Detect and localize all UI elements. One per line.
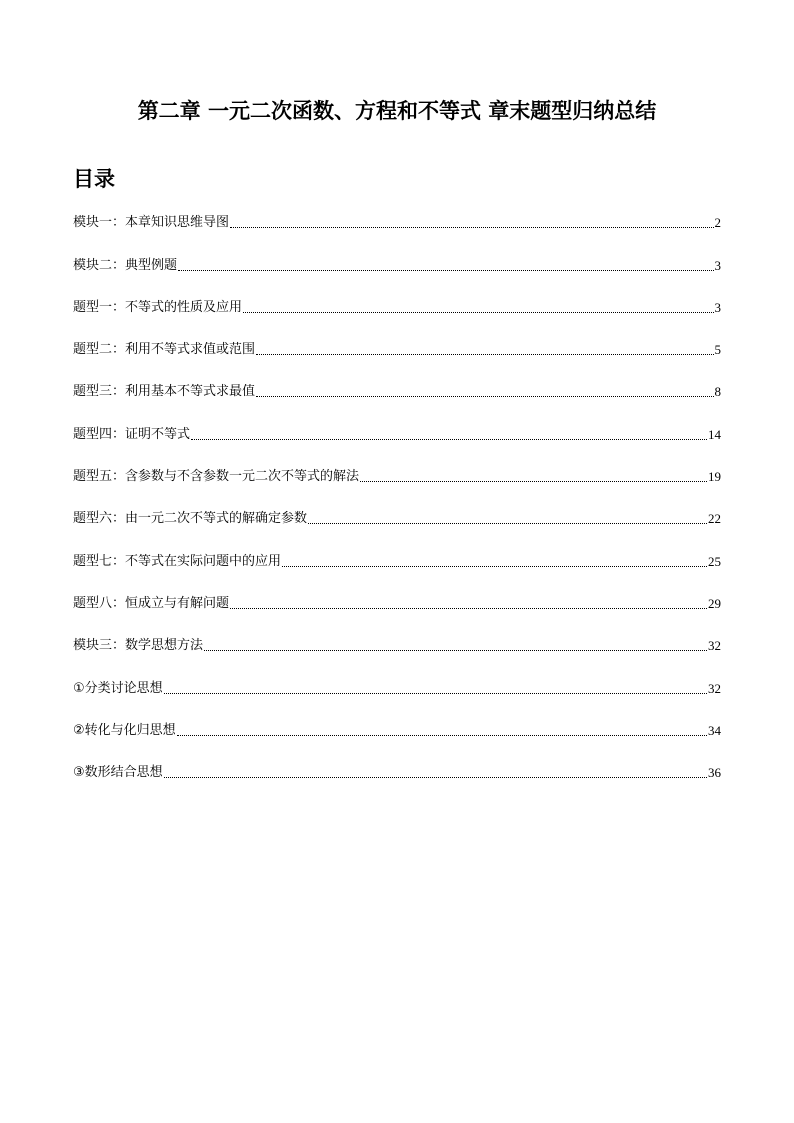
toc-entry-page: 25	[708, 553, 721, 569]
toc-entry-label: ②转化与化归思想	[73, 722, 176, 738]
toc-entry-label: 题型一：不等式的性质及应用	[73, 299, 243, 315]
toc-entry-page: 3	[714, 299, 721, 315]
toc-entry-label: 题型四：证明不等式	[73, 426, 191, 442]
toc-entry-page: 32	[708, 680, 721, 696]
toc-entry-method-2[interactable]	[73, 716, 721, 758]
toc-dot-leader	[308, 523, 707, 524]
toc-entry-label: ①分类讨论思想	[73, 680, 163, 696]
toc-entry-label: 题型六：由一元二次不等式的解确定参数	[73, 511, 308, 527]
toc-entry-label: 题型七：不等式在实际问题中的应用	[73, 553, 282, 569]
toc-dot-leader	[191, 439, 707, 440]
toc-entry-method-1[interactable]	[73, 673, 721, 715]
toc-entry-page: 5	[714, 342, 721, 358]
toc-entry-label: 题型八：恒成立与有解问题	[73, 595, 230, 611]
toc-dot-leader	[204, 650, 707, 651]
toc-entry-page: 34	[708, 722, 721, 738]
toc-dot-leader	[164, 693, 707, 694]
toc-dot-leader	[164, 777, 707, 778]
toc-entry-page: 36	[708, 765, 721, 781]
table-of-contents	[73, 208, 721, 800]
toc-entry-type-7[interactable]	[73, 546, 721, 588]
toc-entry-label: 题型二：利用不等式求值或范围	[73, 342, 256, 358]
toc-dot-leader	[282, 566, 707, 567]
toc-entry-module-1[interactable]	[73, 208, 721, 250]
toc-entry-type-2[interactable]	[73, 335, 721, 377]
toc-entry-page: 14	[708, 426, 721, 442]
toc-dot-leader	[230, 227, 713, 228]
toc-entry-module-2[interactable]	[73, 250, 721, 292]
toc-entry-label: 题型五：含参数与不含参数一元二次不等式的解法	[73, 469, 360, 485]
toc-entry-module-3[interactable]	[73, 631, 721, 673]
toc-entry-type-5[interactable]	[73, 462, 721, 504]
toc-entry-method-3[interactable]	[73, 758, 721, 800]
toc-dot-leader	[177, 735, 707, 736]
toc-dot-leader	[360, 481, 707, 482]
toc-entry-type-3[interactable]	[73, 377, 721, 419]
toc-entry-label: 模块一：本章知识思维导图	[73, 215, 230, 231]
toc-entry-label: 模块三：数学思想方法	[73, 638, 204, 654]
toc-dot-leader	[178, 270, 713, 271]
toc-dot-leader	[256, 396, 713, 397]
toc-dot-leader	[230, 608, 707, 609]
toc-entry-type-8[interactable]	[73, 589, 721, 631]
toc-entry-label: ③数形结合思想	[73, 765, 163, 781]
toc-dot-leader	[243, 312, 713, 313]
toc-entry-page: 19	[708, 469, 721, 485]
toc-entry-page: 3	[714, 257, 721, 273]
toc-dot-leader	[256, 354, 713, 355]
toc-entry-page: 2	[714, 215, 721, 231]
toc-entry-type-4[interactable]	[73, 419, 721, 461]
toc-heading: 目录	[73, 167, 115, 191]
toc-entry-page: 8	[714, 384, 721, 400]
page-title: 第二章 一元二次函数、方程和不等式 章末题型归纳总结	[137, 99, 657, 123]
toc-entry-label: 模块二：典型例题	[73, 257, 178, 273]
toc-entry-label: 题型三：利用基本不等式求最值	[73, 384, 256, 400]
toc-entry-page: 29	[708, 595, 721, 611]
toc-entry-page: 32	[708, 638, 721, 654]
toc-entry-type-6[interactable]	[73, 504, 721, 546]
toc-entry-type-1[interactable]	[73, 293, 721, 335]
toc-entry-page: 22	[708, 511, 721, 527]
